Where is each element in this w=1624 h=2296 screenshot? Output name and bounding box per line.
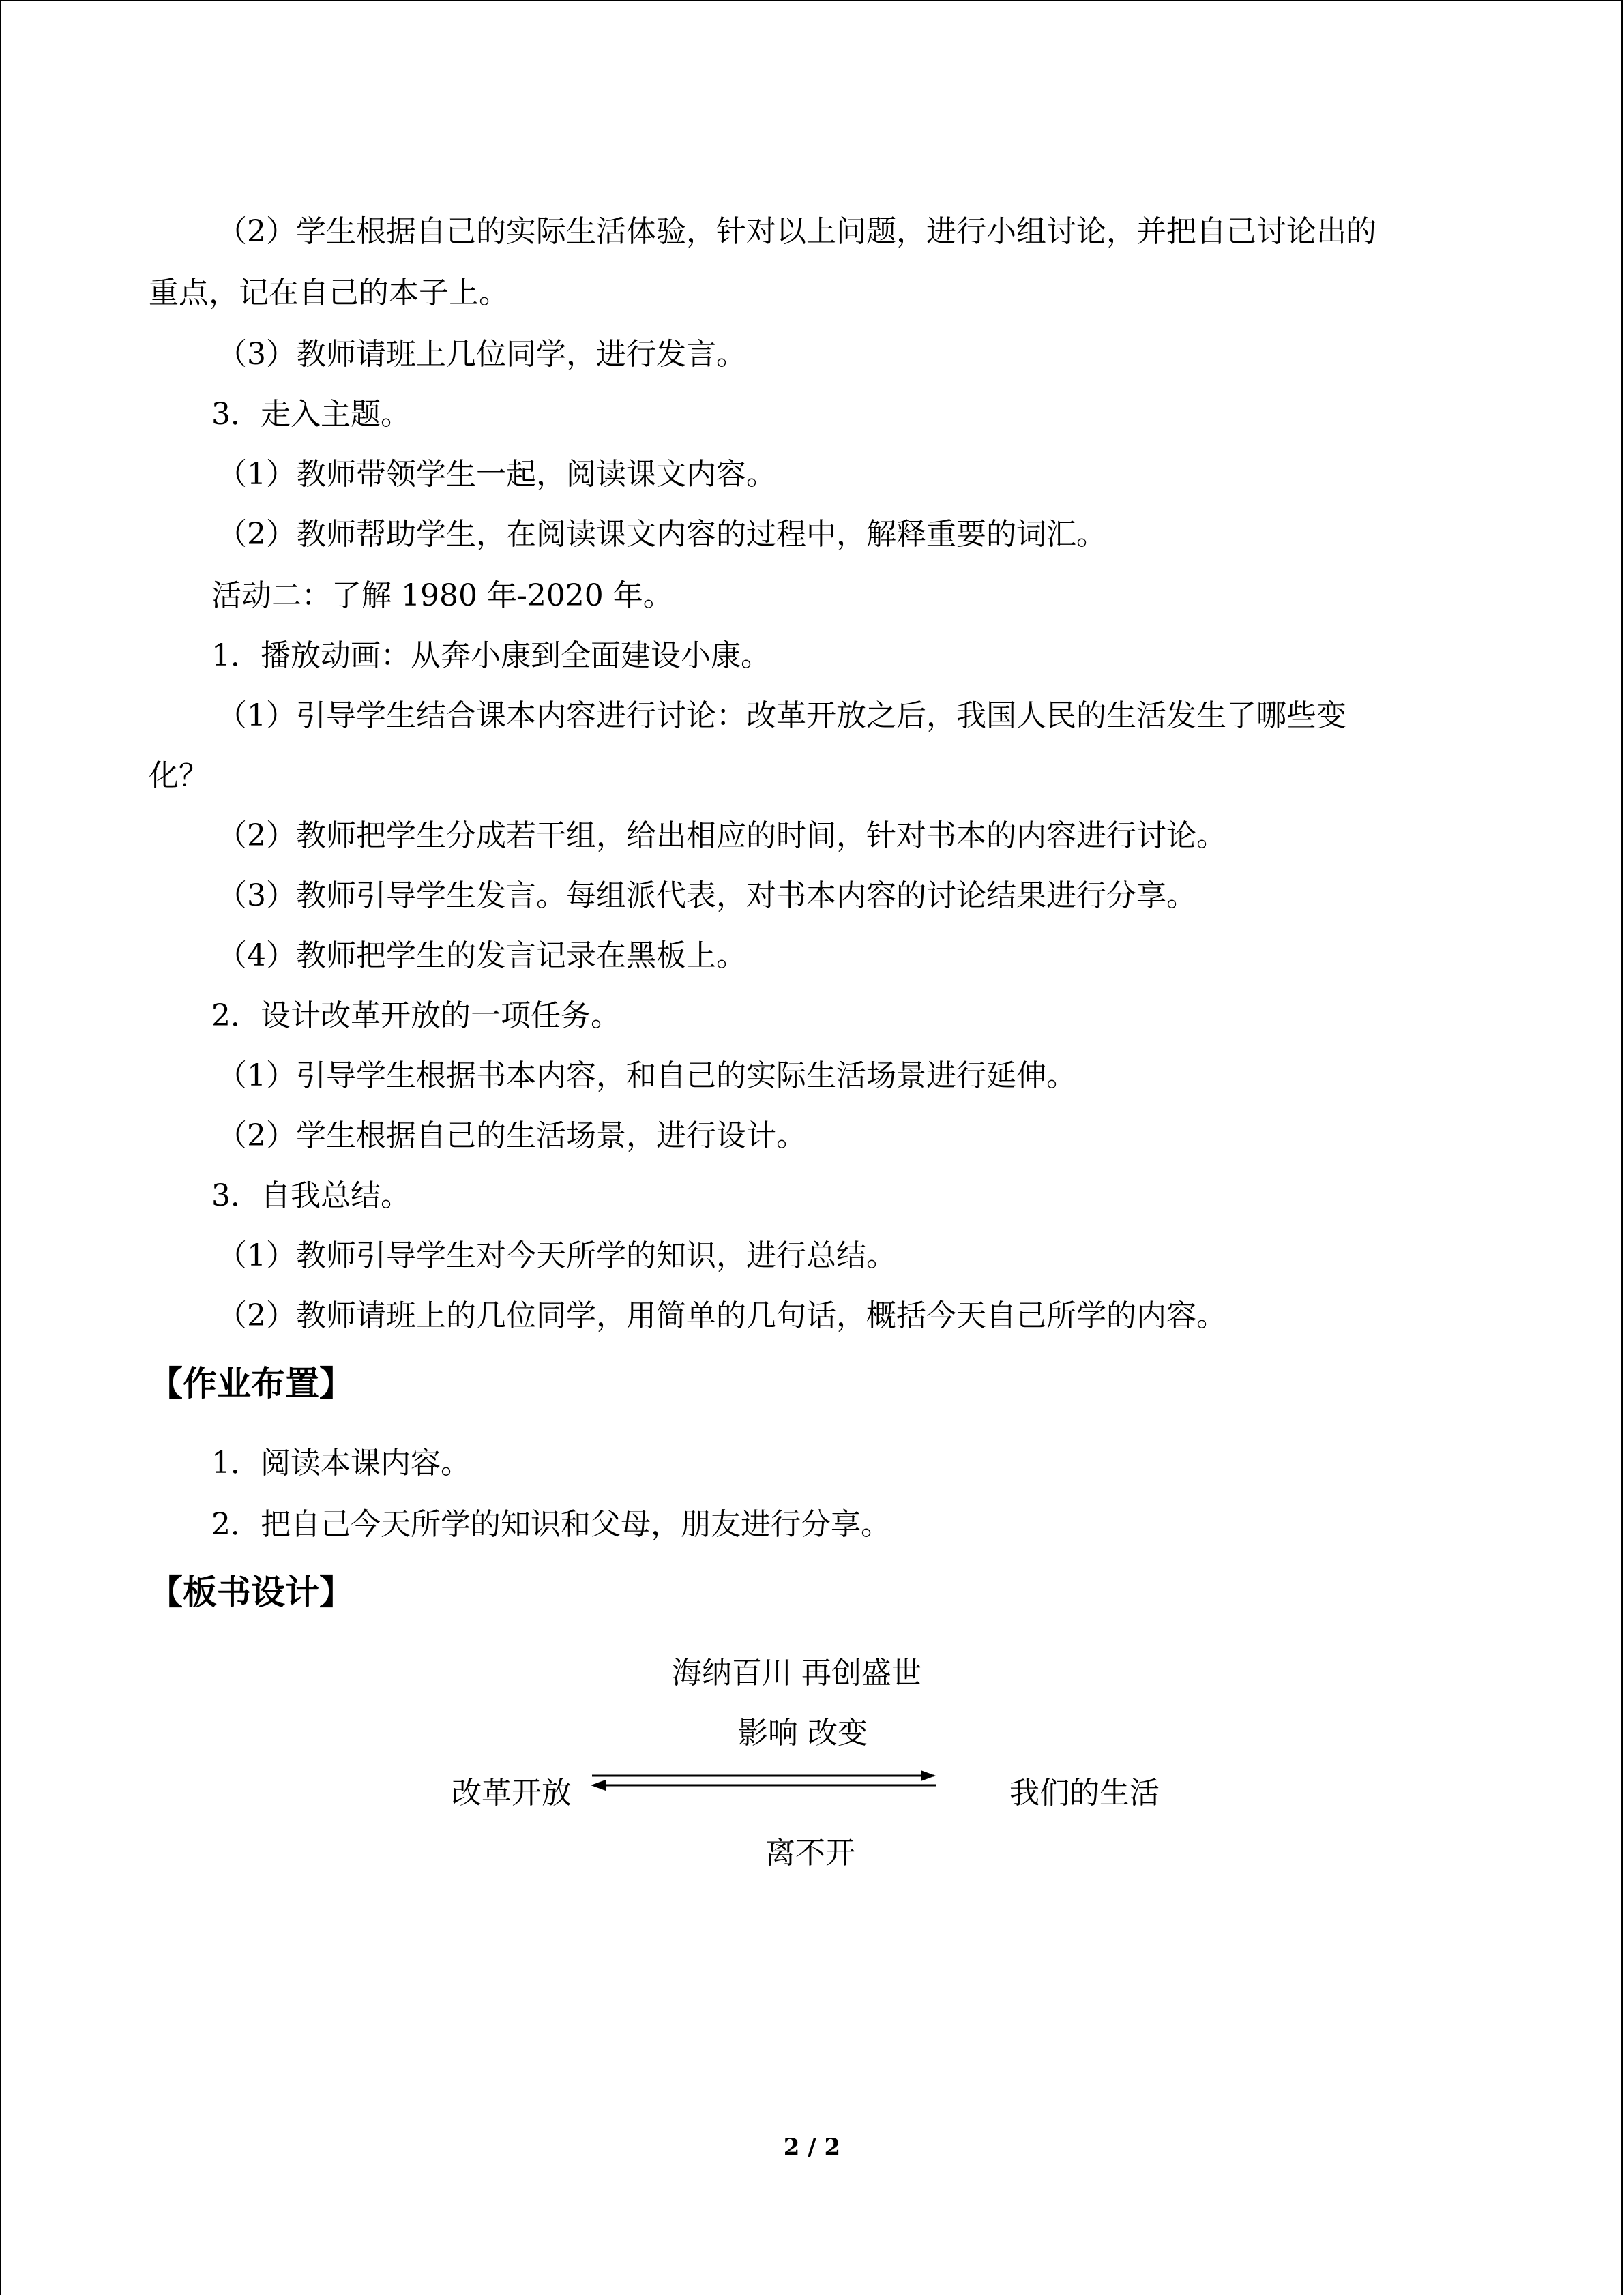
board-title: 海纳百川 再创盛世 — [672, 1656, 921, 1690]
double-arrow-icon — [587, 1768, 941, 1795]
body-line: （2）教师把学生分成若干组，给出相应的时间，针对书本的内容进行讨论。 — [217, 818, 1226, 853]
body-line: （1）教师引导学生对今天所学的知识，进行总结。 — [217, 1238, 896, 1273]
body-line: （3）教师请班上几位同学，进行发言。 — [217, 337, 746, 372]
body-line: 3．自我总结。 — [211, 1178, 411, 1213]
body-line: （2）学生根据自己的生活场景，进行设计。 — [217, 1118, 806, 1153]
homework-item: 1．阅读本课内容。 — [211, 1446, 471, 1480]
arrow-bottom-label: 离不开 — [765, 1836, 855, 1870]
body-line: （1）引导学生结合课本内容进行讨论：改革开放之后，我国人民的生活发生了哪些变 — [217, 698, 1346, 733]
body-line: （2）教师帮助学生，在阅读课文内容的过程中，解释重要的词汇。 — [217, 517, 1106, 552]
homework-item: 2．把自己今天所学的知识和父母，朋友进行分享。 — [211, 1507, 891, 1542]
body-line: 3．走入主题。 — [211, 397, 411, 432]
board-heading: 【板书设计】 — [149, 1572, 353, 1612]
body-line: 2．设计改革开放的一项任务。 — [211, 998, 621, 1033]
body-line: （4）教师把学生的发言记录在黑板上。 — [217, 938, 746, 973]
body-line: （1）引导学生根据书本内容，和自己的实际生活场景进行延伸。 — [217, 1058, 1076, 1093]
body-line: 重点，记在自己的本子上。 — [149, 275, 509, 310]
body-line: 活动二：了解 1980 年-2020 年。 — [211, 578, 673, 613]
body-line: （2）教师请班上的几位同学，用简单的几句话，概括今天自己所学的内容。 — [217, 1298, 1226, 1333]
right-label: 我们的生活 — [1009, 1776, 1160, 1810]
left-label: 改革开放 — [452, 1776, 572, 1810]
body-line: （3）教师引导学生发言。每组派代表，对书本内容的讨论结果进行分享。 — [217, 878, 1196, 913]
page-number: 2 / 2 — [783, 2134, 841, 2161]
homework-heading: 【作业布置】 — [149, 1364, 353, 1403]
body-line: （1）教师带领学生一起，阅读课文内容。 — [217, 457, 776, 492]
body-line: 1．播放动画：从奔小康到全面建设小康。 — [211, 638, 771, 673]
arrow-top-label: 影响 改变 — [738, 1716, 868, 1750]
body-line: 化？ — [149, 758, 209, 793]
body-line: （2）学生根据自己的实际生活体验，针对以上问题，进行小组讨论，并把自己讨论出的 — [217, 214, 1376, 249]
